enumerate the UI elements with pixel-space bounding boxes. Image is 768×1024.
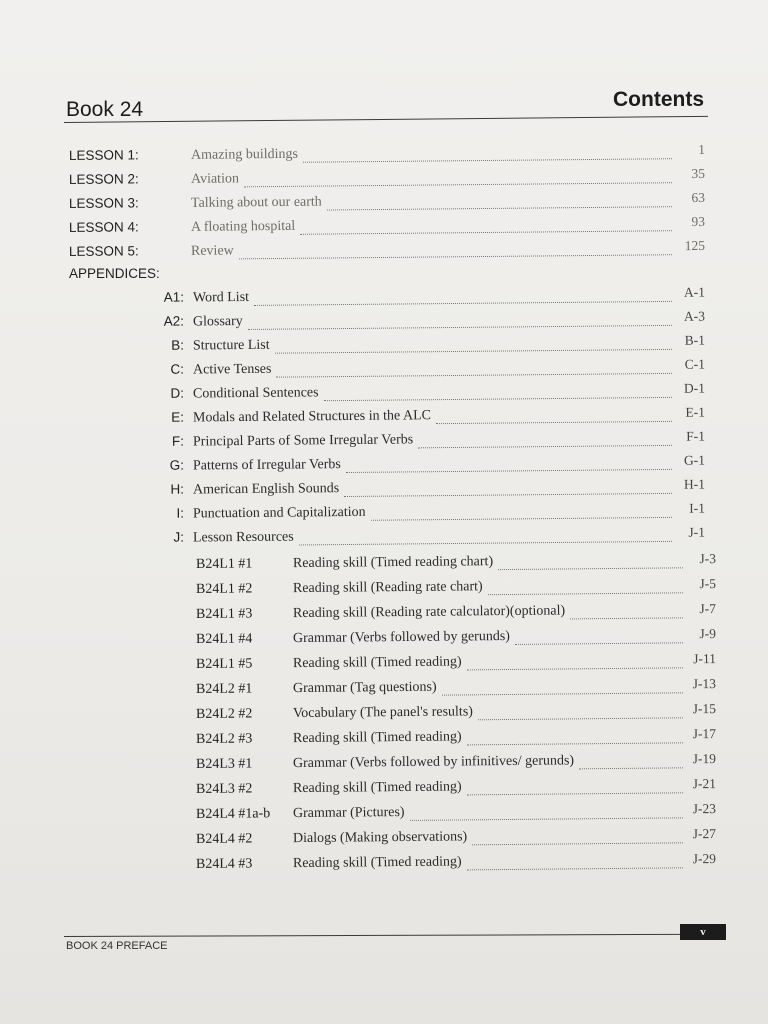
page-number: 93 — [691, 213, 706, 230]
toc-resource-row — [196, 776, 716, 803]
dot-leader — [467, 791, 683, 795]
dot-leader — [467, 741, 683, 745]
page-number: 35 — [691, 165, 706, 182]
dot-leader — [254, 300, 672, 306]
lesson-label: LESSON 1: — [68, 147, 139, 163]
appendix-title: Word List — [192, 289, 250, 306]
toc-appendix-row — [140, 429, 705, 456]
page-number: J-23 — [692, 801, 717, 817]
resource-title: Dialogs (Making observations) — [292, 829, 468, 847]
page-number: J-3 — [699, 551, 717, 567]
toc-resource-row — [196, 651, 716, 678]
appendix-letter: C: — [170, 361, 185, 377]
toc-lesson-row — [69, 142, 705, 170]
resource-title: Grammar (Verbs followed by infinitives/ gerunds) — [292, 753, 575, 772]
resource-code: B24L3 #2 — [195, 781, 253, 797]
appendix-letter: J: — [173, 529, 185, 545]
resource-code: B24L4 #2 — [195, 831, 253, 847]
resource-code: B24L2 #1 — [195, 681, 253, 697]
lesson-title: A floating hospital — [190, 218, 296, 235]
toc-resource-row — [196, 726, 716, 753]
lesson-label: LESSON 5: — [68, 243, 139, 259]
lesson-title: Aviation — [190, 171, 240, 187]
appendix-letter: E: — [171, 409, 185, 425]
page-number: J-5 — [699, 576, 717, 592]
resource-code: B24L1 #2 — [195, 581, 253, 597]
page-number: E-1 — [685, 404, 706, 420]
dot-leader — [436, 420, 672, 424]
page-number: H-1 — [683, 476, 706, 492]
resource-code: B24L1 #3 — [195, 606, 253, 622]
page-number: J-17 — [692, 726, 717, 742]
toc-resource-row — [196, 601, 716, 628]
toc-resource-row — [196, 676, 716, 703]
page-number: J-27 — [692, 826, 717, 842]
appendix-title: Structure List — [192, 337, 270, 354]
lesson-title: Amazing buildings — [190, 146, 298, 163]
toc-resource-row — [196, 851, 716, 878]
resource-code: B24L1 #5 — [195, 656, 253, 672]
toc-resource-row — [196, 751, 716, 778]
page-number: B-1 — [684, 332, 706, 348]
resource-code: B24L2 #3 — [195, 731, 253, 747]
toc-appendix-row — [140, 357, 705, 384]
toc-resource-row — [196, 826, 716, 853]
resource-title: Reading skill (Timed reading) — [292, 654, 462, 672]
toc-resource-row — [196, 701, 716, 728]
toc-appendix-row — [140, 381, 705, 408]
toc-resource-row — [196, 576, 716, 603]
appendix-letter: D: — [170, 385, 185, 401]
toc-lesson-row — [69, 238, 705, 266]
appendix-title: Conditional Sentences — [192, 385, 319, 402]
resource-code: B24L1 #4 — [195, 631, 253, 647]
toc-lesson-row — [69, 214, 705, 242]
dot-leader — [410, 816, 683, 821]
toc-appendix-row — [140, 525, 705, 552]
appendix-letter: G: — [169, 457, 185, 473]
resource-title: Grammar (Tag questions) — [292, 679, 437, 697]
appendix-letter: I: — [176, 505, 185, 521]
dot-leader — [498, 566, 683, 570]
toc-appendix-row — [140, 501, 705, 528]
resource-code: B24L2 #2 — [195, 706, 253, 722]
dot-leader — [344, 492, 672, 497]
page-number: 125 — [684, 237, 706, 254]
resource-code: B24L3 #1 — [195, 756, 253, 772]
lesson-label: LESSON 4: — [68, 219, 139, 235]
dot-leader — [570, 616, 683, 619]
dot-leader — [248, 324, 672, 330]
appendix-letter: F: — [171, 433, 185, 449]
appendix-title: Lesson Resources — [192, 529, 294, 546]
page-number: J-15 — [692, 701, 717, 717]
contents-title: Contents — [613, 88, 704, 111]
appendix-title: Principal Parts of Some Irregular Verbs — [192, 432, 414, 450]
page-number: J-9 — [699, 626, 717, 642]
dot-leader — [472, 841, 683, 845]
dot-leader — [303, 157, 672, 163]
dot-leader — [275, 348, 672, 354]
resource-title: Grammar (Pictures) — [292, 804, 405, 822]
page-number: D-1 — [683, 380, 706, 396]
page-number: A-3 — [683, 308, 706, 324]
page-number: J-11 — [693, 651, 717, 667]
page-number: J-19 — [692, 751, 717, 767]
resource-title: Reading skill (Timed reading) — [292, 854, 462, 872]
dot-leader — [488, 591, 683, 595]
appendix-title: American English Sounds — [192, 481, 340, 498]
page-number: J-7 — [699, 601, 717, 617]
dot-leader — [478, 716, 683, 720]
resource-title: Reading skill (Reading rate chart) — [292, 579, 483, 597]
appendix-title: Glossary — [192, 314, 243, 330]
toc-appendix-row — [140, 453, 705, 480]
page-number: J-1 — [688, 524, 706, 540]
appendices-heading: APPENDICES: — [69, 266, 160, 281]
toc-resource-row — [196, 801, 716, 828]
dot-leader — [299, 540, 672, 546]
dot-leader — [467, 666, 683, 670]
appendix-title: Modals and Related Structures in the ALC — [192, 408, 432, 426]
toc-lesson-row — [69, 190, 705, 218]
toc-lesson-row — [69, 166, 705, 194]
page-number: I-1 — [689, 500, 706, 516]
page-number: 1 — [698, 141, 706, 157]
resource-title: Reading skill (Timed reading) — [292, 779, 462, 797]
appendix-letter: H: — [170, 481, 185, 497]
page-number: J-13 — [692, 676, 717, 692]
resource-code: B24L4 #1a-b — [195, 806, 271, 822]
resource-title: Vocabulary (The panel's results) — [292, 704, 473, 722]
toc-appendix-row — [140, 285, 705, 312]
dot-leader — [467, 866, 683, 870]
toc-appendix-row — [140, 477, 705, 504]
appendix-title: Active Tenses — [192, 361, 272, 378]
lesson-title: Review — [190, 243, 234, 259]
page-number: F-1 — [686, 428, 706, 444]
dot-leader — [418, 444, 672, 448]
dot-leader — [324, 396, 672, 401]
dot-leader — [371, 516, 672, 521]
lesson-title: Talking about our earth — [190, 194, 322, 211]
page-number: 63 — [691, 189, 706, 206]
page-number: J-21 — [692, 776, 717, 792]
dot-leader — [442, 691, 683, 695]
appendix-title: Punctuation and Capitalization — [192, 504, 366, 522]
appendix-title: Patterns of Irregular Verbs — [192, 457, 341, 474]
toc-appendix-row — [140, 309, 705, 336]
book-title: Book 24 — [66, 98, 144, 121]
page-number: G-1 — [683, 452, 706, 468]
appendix-letter: B: — [171, 337, 185, 353]
resource-title: Reading skill (Timed reading) — [292, 729, 462, 747]
toc-resource-row — [196, 551, 716, 578]
resource-title: Grammar (Verbs followed by gerunds) — [292, 628, 510, 647]
toc-appendix-row — [140, 333, 705, 360]
page-number: C-1 — [684, 356, 706, 372]
dot-leader — [239, 253, 672, 259]
dot-leader — [515, 641, 683, 645]
lesson-label: LESSON 2: — [68, 171, 139, 187]
appendix-letter: A1: — [163, 289, 185, 305]
page-number: J-29 — [692, 851, 717, 867]
dot-leader — [244, 181, 672, 187]
dot-leader — [277, 372, 673, 378]
dot-leader — [327, 205, 672, 210]
footer-text: BOOK 24 PREFACE — [66, 940, 168, 952]
resource-code: B24L4 #3 — [195, 856, 253, 872]
toc-resource-row — [196, 626, 716, 653]
page-number: A-1 — [683, 284, 706, 300]
dot-leader — [300, 229, 672, 235]
lesson-label: LESSON 3: — [68, 195, 139, 211]
appendix-letter: A2: — [163, 313, 185, 329]
page-folio: v — [680, 924, 726, 940]
dot-leader — [579, 766, 683, 769]
resource-title: Reading skill (Timed reading chart) — [292, 554, 494, 572]
dot-leader — [346, 468, 672, 473]
toc-appendix-row — [140, 405, 705, 432]
resource-title: Reading skill (Reading rate calculator)(optional) — [292, 603, 566, 622]
resource-code: B24L1 #1 — [195, 556, 253, 572]
